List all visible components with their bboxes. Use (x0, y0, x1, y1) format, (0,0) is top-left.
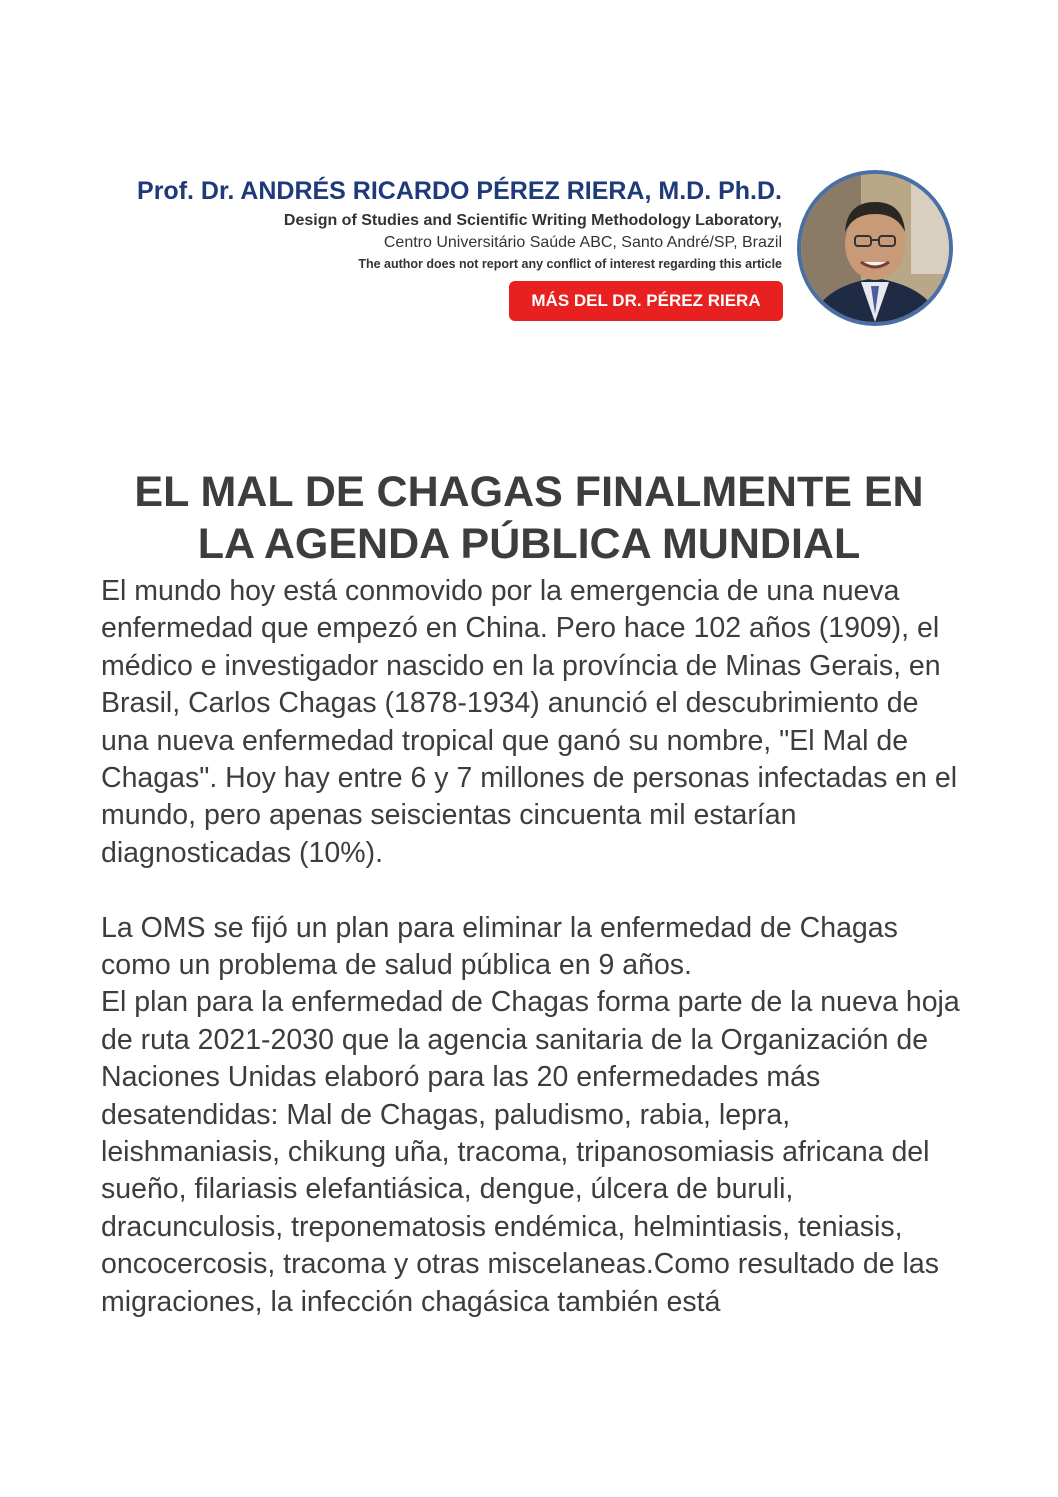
conflict-of-interest-note: The author does not report any conflict of interest regarding this article (358, 257, 782, 271)
author-avatar (797, 170, 953, 326)
author-lab: Design of Studies and Scientific Writing Methodology Laboratory, (283, 212, 782, 229)
title-line-2: LA AGENDA PÚBLICA MUNDIAL (197, 520, 861, 568)
paragraph-3: El plan para la enfermedad de Chagas forma parte de la nueva hoja de ruta 2021-2030 que la agencia sanitaria de la Organización de Naciones Unidas elaboró para las 20 enfermedades más desatendidas: Mal de Chagas, paludismo, rabia, lepra, leishmaniasis, chikung uña, tracoma, tripanosomiasis africana del sueño, filariasis elefantiásica, dengue, úlcera de buruli, dracunculosis, treponematosis endémica, helmintiasis, teniasis, oncocercosis, tracoma y otras miscelaneas.Como resultado de las migraciones, la infección chagásica también está (101, 986, 960, 1318)
more-from-author-button[interactable]: MÁS DEL DR. PÉREZ RIERA (509, 281, 783, 321)
article-title (90, 466, 968, 570)
author-institution: Centro Universitário Saúde ABC, Santo André/SP, Brazil (383, 234, 782, 251)
author-name: Prof. Dr. ANDRÉS RICARDO PÉREZ RIERA, M.D. Ph.D. (137, 177, 782, 205)
article-body (101, 573, 961, 1321)
paragraph-2: La OMS se fijó un plan para eliminar la enfermedad de Chagas como un problema de salud pública en 9 años. (101, 911, 898, 982)
paragraph-1: El mundo hoy está conmovido por la emergencia de una nueva enfermedad que empezó en China. Pero hace 102 años (1909), el médico e investigador nascido en la província de Minas Gerais, en Brasil, Carlos Chagas (1878-1934) anunció el descubrimiento de una nueva enfermedad tropical que ganó su nombre, "El Mal de Chagas". Hoy hay entre 6 y 7 millones de personas infectadas en el mundo, pero apenas seiscientas cincuenta mil estarían diagnosticadas (10%). (101, 575, 958, 869)
author-portrait-icon (801, 174, 949, 322)
author-header (100, 172, 782, 274)
paragraph-spacer (101, 872, 961, 909)
title-line-1: EL MAL DE CHAGAS FINALMENTE EN (134, 468, 924, 516)
